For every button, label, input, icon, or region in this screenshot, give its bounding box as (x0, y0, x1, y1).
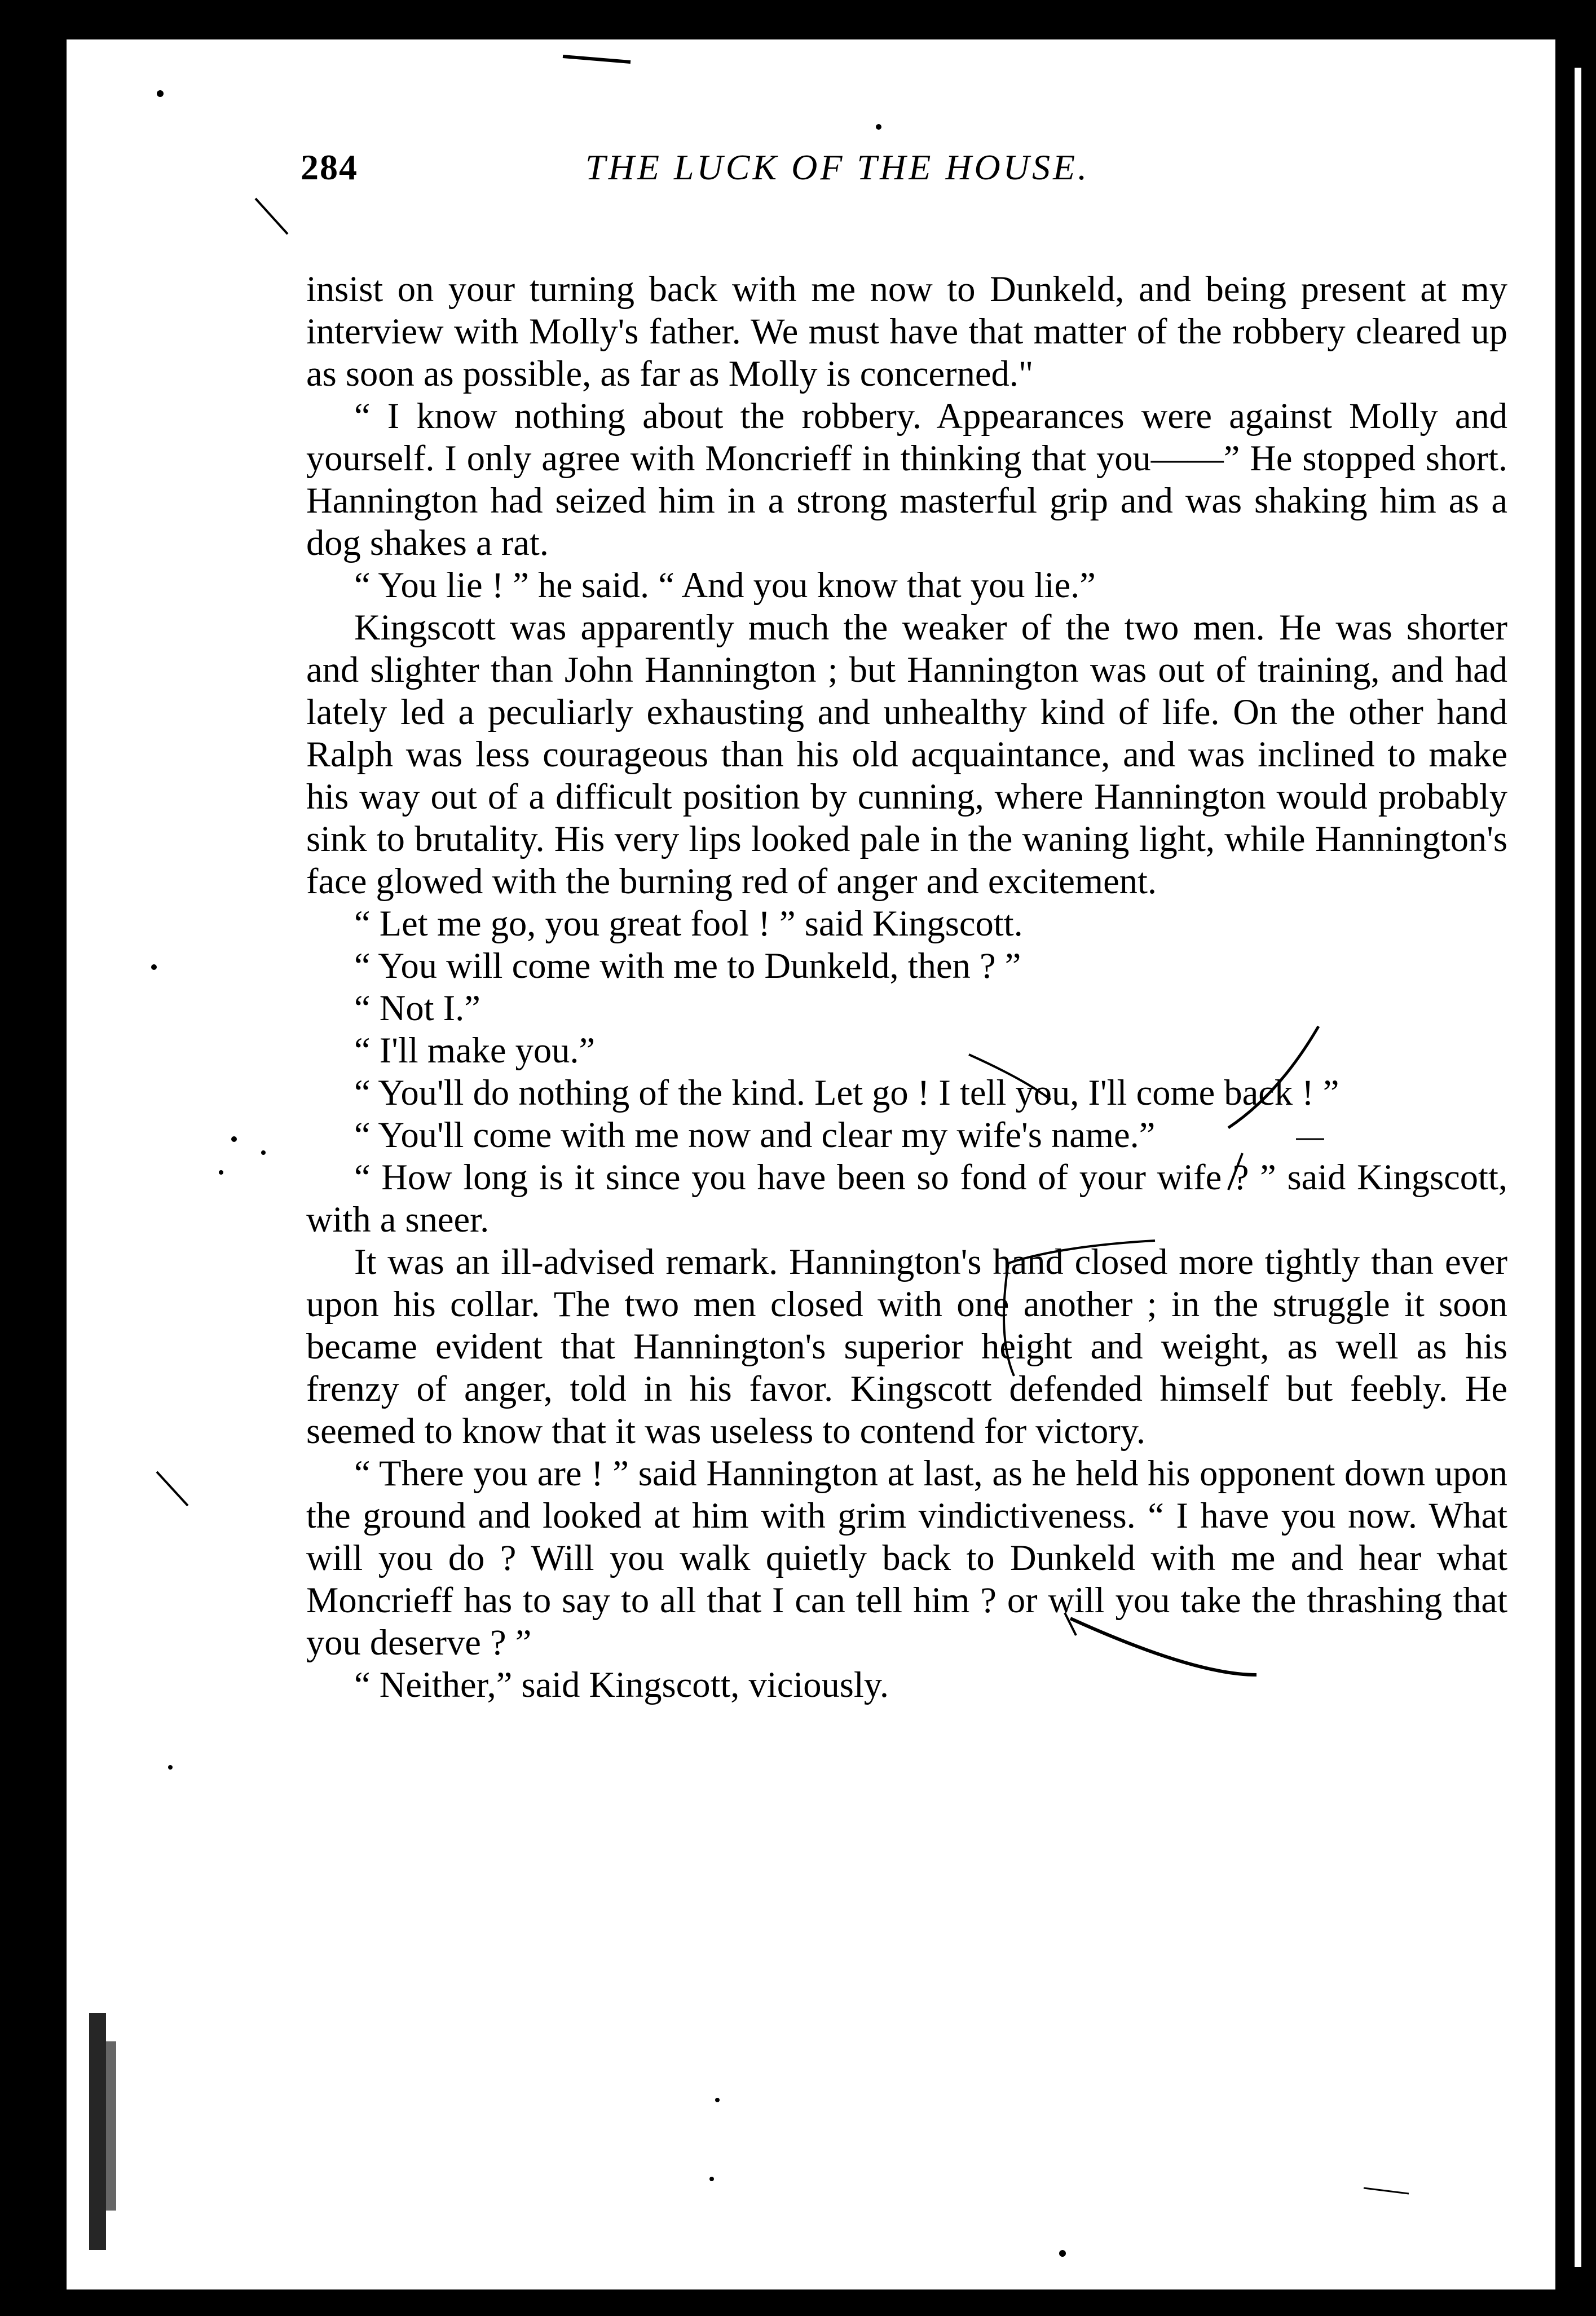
pencil-marks (67, 39, 1555, 2289)
pencil-stroke (1070, 1618, 1256, 1675)
scan-speck (876, 124, 881, 130)
paragraph: “ You'll do nothing of the kind. Let go ! I tell you, I'll come back ! ” (354, 1073, 1339, 1113)
pencil-stroke (1364, 2188, 1409, 2194)
paragraph: “ You lie ! ” he said. “ And you know that you lie.” (354, 565, 1096, 605)
running-title: THE LUCK OF THE HOUSE. (585, 147, 1090, 187)
pencil-stroke (1004, 1263, 1014, 1376)
paragraph: “ Not I.” (354, 988, 480, 1028)
pencil-stroke (1008, 1241, 1155, 1263)
paragraph: “ I'll make you.” (354, 1030, 596, 1070)
paragraph: “ How long is it since you have been so fond of your wife ? ” said Kingscott, with a sneer. (306, 1157, 1507, 1239)
scan-speck (151, 964, 157, 970)
pencil-stroke (1065, 1613, 1076, 1635)
paragraph: “ You'll come with me now and clear my wife's name.” (354, 1115, 1156, 1155)
paragraph: “ There you are ! ” said Hannington at last, as he held his opponent down upon the ground and looked at him with grim vindictiveness. “ I have you now. What will you do ? Will you walk quietly back to Dunkeld with me and hear what Moncrieff has to say to all that I can tell him ? or will you take the thrashing that you deserve ? ” (306, 1453, 1507, 1662)
scan-speck (261, 1150, 266, 1155)
scan-edge-line (1575, 68, 1581, 2267)
book-page (67, 39, 1555, 2289)
paragraph: “ Let me go, you great fool ! ” said Kingscott. (354, 903, 1023, 943)
paragraph: “ I know nothing about the robbery. Appearances were against Molly and yourself. I only agree with Moncrieff in thinking that you——” He stopped short. Hannington had seized him in a strong masterful grip and was shaking him as a dog shakes a rat. (306, 396, 1507, 563)
paragraph: “ You will come with me to Dunkeld, then ? ” (354, 946, 1021, 986)
paragraph: Kingscott was apparently much the weaker of the two men. He was shorter and slighter than John Hannington ; but Hannington was out of training, and had lately led a peculiarly exhausting and unhealthy kind of life. On the other hand Ralph was less courageous than his old acquaintance, and was inclined to make his way out of a difficult position by cunning, where Hannington would probably sink to brutality. His very lips looked pale in the waning light, while Hannington's face glowed with the burning red of anger and excitement. (306, 607, 1507, 901)
scan-edge (1555, 39, 1572, 2289)
scan-speck (709, 2177, 714, 2181)
scan-speck (157, 90, 164, 97)
pencil-stroke (1228, 1026, 1319, 1128)
paragraph: “ Neither,” said Kingscott, viciously. (354, 1665, 889, 1705)
scan-speck (563, 56, 631, 62)
scan-speck (219, 1170, 223, 1175)
pencil-stroke (969, 1055, 1051, 1100)
scan-speck (715, 2098, 720, 2102)
pencil-stroke (1228, 1153, 1242, 1190)
scan-speck (1059, 2250, 1066, 2257)
page-number: 284 (301, 147, 358, 187)
scan-speck (168, 1765, 173, 1770)
margin-tick-mark (255, 198, 288, 234)
scan-edge-shadow (106, 2041, 116, 2211)
scan-speck (231, 1136, 237, 1142)
margin-tick-mark (157, 1472, 188, 1506)
paragraph: insist on your turning back with me now to Dunkeld, and being present at my interview with Molly's father. We must have that matter of the robbery cleared up as soon as possible, as far as Molly is concerned." (306, 269, 1507, 394)
scan-edge-shadow (89, 2013, 106, 2250)
paragraph: It was an ill-advised remark. Hannington's hand closed more tightly than ever upon his collar. The two men closed with one another ; in the struggle it soon became evident that Hannington's superior height and weight, as well as his frenzy of anger, told in his favor. Kingscott defended himself but feebly. He seemed to know that it was useless to contend for victory. (306, 1242, 1507, 1451)
